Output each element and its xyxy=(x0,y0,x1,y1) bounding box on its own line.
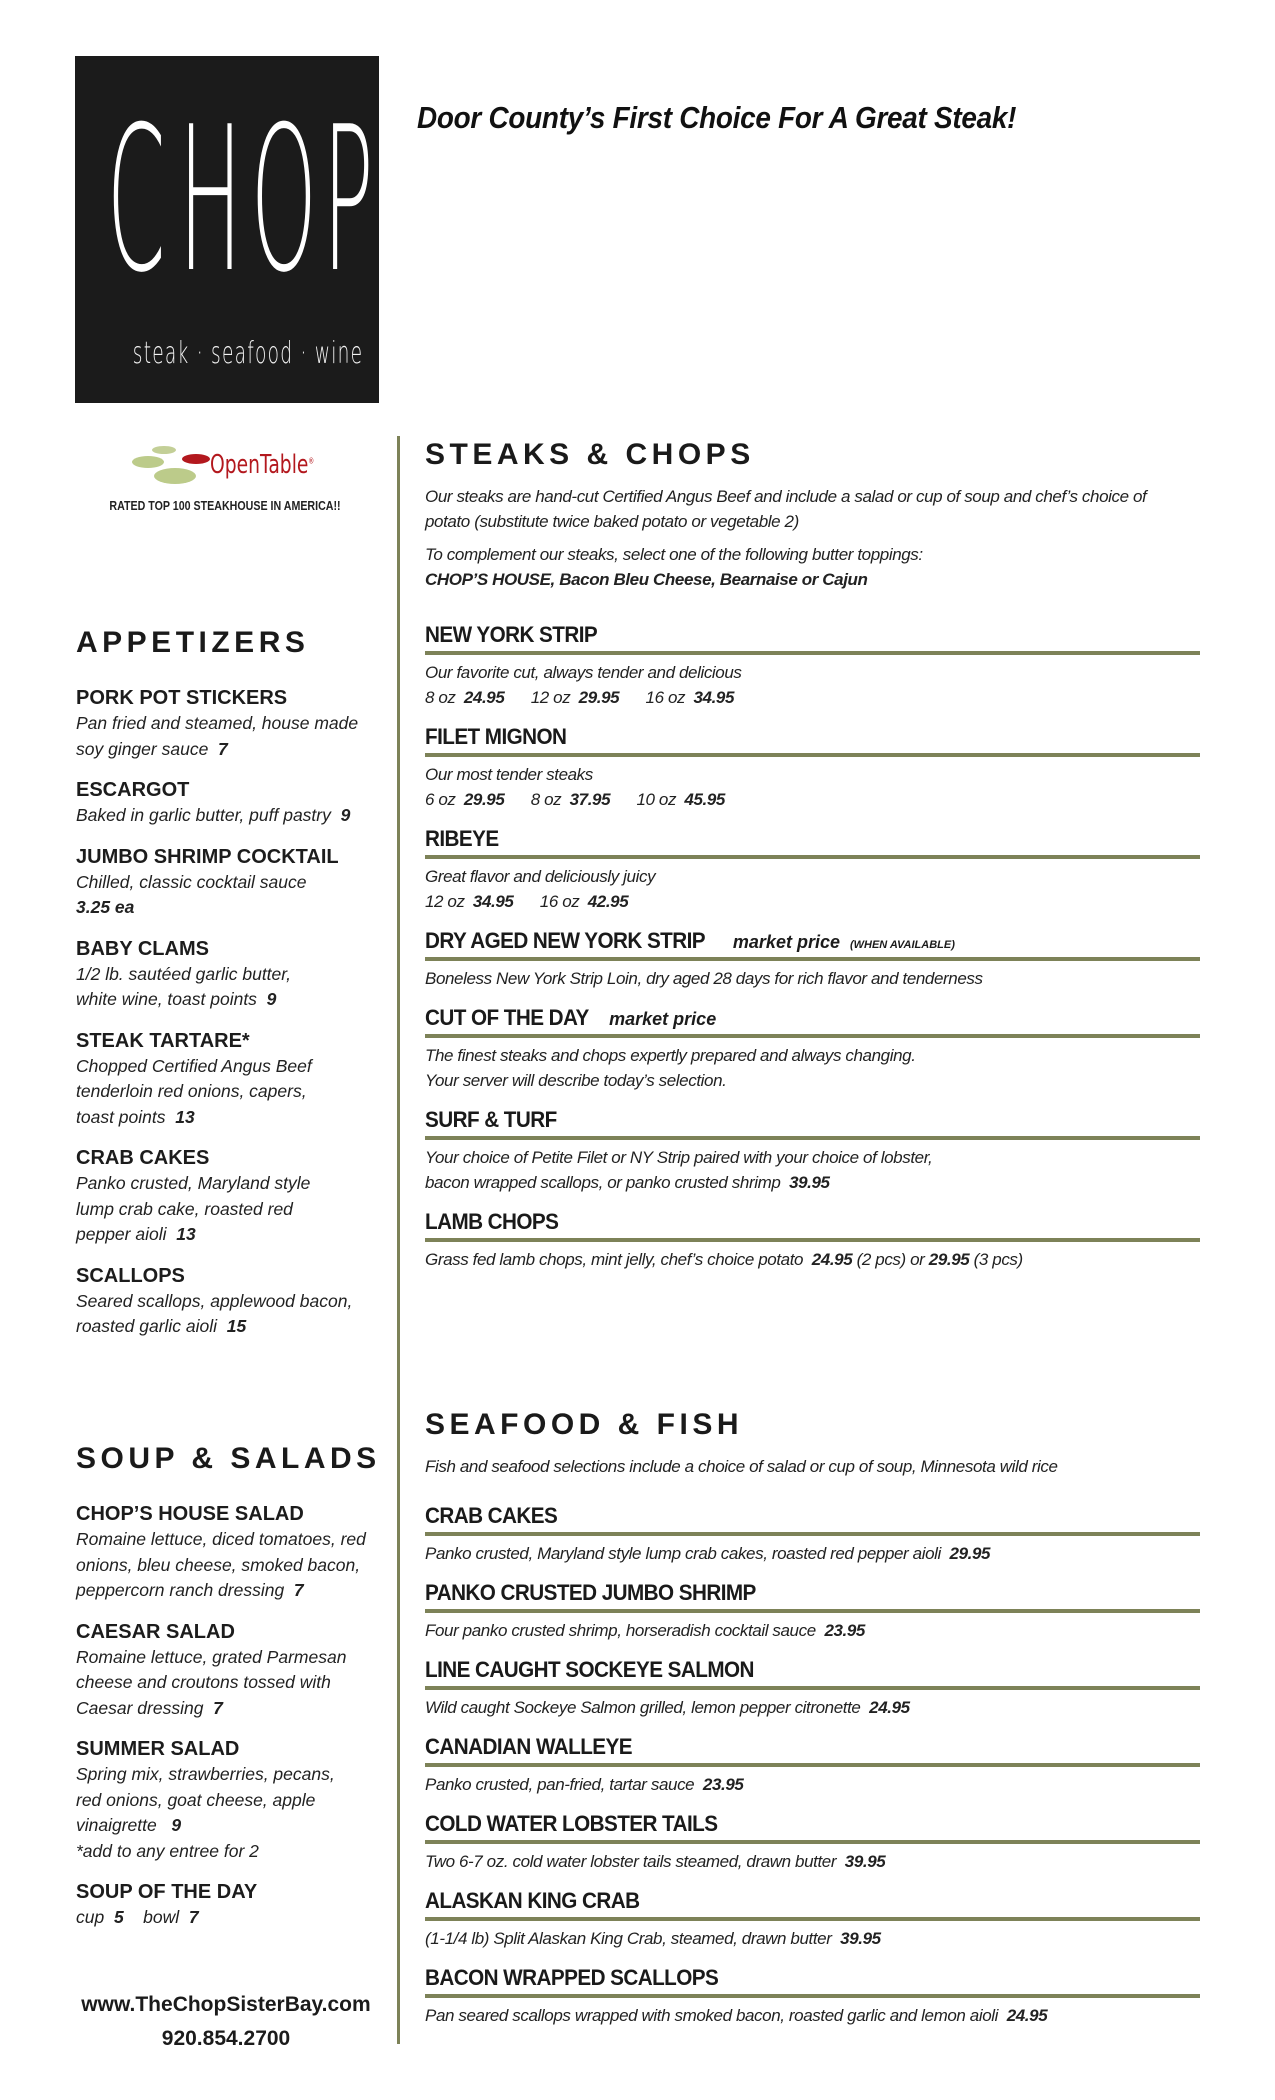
item-desc: Romaine lettuce, grated Parmesan cheese and croutons tossed with Caesar dressing 7 xyxy=(76,1646,347,1718)
opentable-dot-icon xyxy=(132,456,164,468)
item-desc: Great flavor and deliciously juicy xyxy=(425,867,656,886)
item-desc: Pan fried and steamed, house made soy ginger sauce 7 xyxy=(76,713,359,759)
logo-letter: O xyxy=(250,84,317,317)
market-price: market price xyxy=(732,932,840,952)
item-name: LAMB CHOPS xyxy=(425,1209,559,1234)
menu-item xyxy=(76,1264,376,1340)
item-price: 7 xyxy=(218,738,228,759)
item-name: PORK POT STICKERS xyxy=(76,687,288,709)
item-name: BACON WRAPPED SCALLOPS xyxy=(425,1965,719,1990)
item-desc: Chopped Certified Angus Beef tenderloin red onions, capers, toast points 13 xyxy=(76,1055,312,1127)
item-name: LINE CAUGHT SOCKEYE SALMON xyxy=(425,1657,754,1682)
item-desc: Your choice of Petite Filet or NY Strip paired with your choice of lobster, xyxy=(425,1148,933,1167)
menu-item xyxy=(425,1657,1200,1720)
menu-item xyxy=(425,1580,1200,1643)
item-price: 3.25 ea xyxy=(76,897,135,917)
item-price: 9 xyxy=(340,805,351,825)
item-desc: Pan seared scallops wrapped with smoked bacon, roasted garlic and lemon aioli 24.95 xyxy=(425,2006,1048,2025)
steaks-intro-text: Our steaks are hand-cut Certified Angus Beef and include a salad or cup of soup and chef’s choice of potato (substitute twice baked potato or vegetable 2) xyxy=(425,487,1147,531)
logo-letter: H xyxy=(178,84,242,317)
soup-salads-heading: SOUP & SALADS xyxy=(76,1442,381,1475)
item-name: SURF & TURF xyxy=(425,1107,557,1132)
steaks-heading: STEAKS & CHOPS xyxy=(425,438,755,471)
toppings-list: CHOP’S HOUSE, Bacon Bleu Cheese, Bearnaise or Cajun xyxy=(425,570,868,589)
seafood-intro xyxy=(425,1454,1200,1479)
chop-logo xyxy=(75,56,379,403)
item-desc: Boneless New York Strip Loin, dry aged 28 days for rich flavor and tenderness xyxy=(425,969,983,988)
item-name: CRAB CAKES xyxy=(76,1147,210,1169)
item-name: DRY AGED NEW YORK STRIP xyxy=(425,928,706,953)
item-desc: Panko crusted, Maryland style lump crab cakes, roasted red pepper aioli 29.95 xyxy=(425,1544,991,1563)
item-desc: Baked in garlic butter, puff pastry 9 xyxy=(76,805,351,825)
menu-item xyxy=(76,1880,386,1931)
opentable-wordmark: OpenTable® xyxy=(210,450,315,480)
seafood-intro-text: Fish and seafood selections include a choice of salad or cup of soup, Minnesota wild rice xyxy=(425,1457,1058,1476)
menu-item xyxy=(76,937,306,1013)
menu-item xyxy=(425,1005,1200,1093)
item-desc: Panko crusted, Maryland style lump crab cake, roasted red pepper aioli 13 xyxy=(76,1173,311,1244)
item-name: JUMBO SHRIMP COCKTAIL xyxy=(76,845,339,868)
item-name: CUT OF THE DAY xyxy=(425,1005,589,1030)
appetizers-list xyxy=(76,686,386,1356)
item-name: CAESAR SALAD xyxy=(76,1620,235,1643)
logo-letter: P xyxy=(322,84,374,317)
item-name: RIBEYE xyxy=(425,826,499,851)
item-name: CHOP’S HOUSE SALAD xyxy=(76,1503,304,1525)
appetizers-heading: APPETIZERS xyxy=(76,626,310,659)
menu-item xyxy=(76,1502,366,1604)
item-desc: 1/2 lb. sautéed garlic butter, white wine, toast points 9 xyxy=(76,963,291,1009)
item-sizes: 6 oz 29.95 8 oz 37.95 10 oz 45.95 xyxy=(425,790,725,809)
item-desc: Our most tender steaks xyxy=(425,765,593,784)
item-name: NEW YORK STRIP xyxy=(425,622,598,647)
rating-text: RATED TOP 100 STEAKHOUSE IN AMERICA!! xyxy=(109,498,341,513)
item-name: ALASKAN KING CRAB xyxy=(425,1888,640,1913)
menu-item xyxy=(425,1107,1200,1195)
opentable-badge xyxy=(130,446,330,488)
item-sizes: 12 oz 34.95 16 oz 42.95 xyxy=(425,892,629,911)
logo-letter: C xyxy=(106,84,166,317)
item-note: *add to any entree for 2 xyxy=(76,1840,259,1861)
item-price: 7 xyxy=(213,1697,223,1718)
item-desc: (1-1/4 lb) Split Alaskan King Crab, steamed, drawn butter 39.95 xyxy=(425,1929,881,1948)
item-desc: Four panko crusted shrimp, horseradish cocktail sauce 23.95 xyxy=(425,1621,865,1640)
menu-item xyxy=(425,622,1200,710)
seafood-list xyxy=(425,1503,1200,2042)
item-price: 13 xyxy=(176,1224,196,1244)
menu-item xyxy=(76,845,386,921)
item-desc: The finest steaks and chops expertly prepared and always changing. xyxy=(425,1046,916,1065)
website-link[interactable]: www.TheChopSisterBay.com xyxy=(81,1993,371,2016)
item-desc: Chilled, classic cocktail sauce 3.25 ea xyxy=(76,871,307,917)
phone-number[interactable]: 920.854.2700 xyxy=(161,2027,291,2050)
item-price: 9 xyxy=(266,989,277,1009)
item-price: 13 xyxy=(175,1106,195,1127)
item-desc: Romaine lettuce, diced tomatoes, red onions, bleu cheese, smoked bacon, peppercorn ranch dressing 7 xyxy=(76,1529,366,1600)
item-name: FILET MIGNON xyxy=(425,724,567,749)
item-price: 7 xyxy=(293,1580,304,1600)
menu-item xyxy=(425,724,1200,812)
logo-wordmark xyxy=(75,86,379,316)
soup-salads-list xyxy=(76,1502,386,1947)
tagline: Door County’s First Choice For A Great Steak! xyxy=(417,100,1017,135)
item-desc: cup 5 bowl 7 xyxy=(76,1907,199,1927)
item-desc: Seared scallops, applewood bacon, roasted garlic aioli 15 xyxy=(76,1290,353,1336)
item-price: 39.95 xyxy=(789,1173,830,1192)
menu-item xyxy=(425,1888,1200,1951)
logo-subtitle: steak · seafood · wine xyxy=(132,336,364,371)
item-desc-2: bacon wrapped scallops, or panko crusted shrimp 39.95 xyxy=(425,1173,830,1192)
item-desc: Spring mix, strawberries, pecans, red onions, goat cheese, apple vinaigrette 9 *add to any entree for 2 xyxy=(76,1764,335,1861)
item-name: CRAB CAKES xyxy=(425,1503,558,1528)
item-sizes: 8 oz 24.95 12 oz 29.95 16 oz 34.95 xyxy=(425,688,735,707)
item-name: SCALLOPS xyxy=(76,1264,185,1287)
item-desc: Grass fed lamb chops, mint jelly, chef’s choice potato 24.95 (2 pcs) or 29.95 (3 pcs) xyxy=(425,1250,1023,1269)
steaks-intro xyxy=(425,484,1200,592)
item-price: 15 xyxy=(226,1316,247,1336)
menu-item xyxy=(76,1029,326,1131)
item-price: 9 xyxy=(171,1815,182,1835)
opentable-dot-icon xyxy=(154,468,196,484)
item-name: CANADIAN WALLEYE xyxy=(425,1734,632,1759)
item-name: BABY CLAMS xyxy=(76,937,209,960)
menu-item xyxy=(76,778,386,829)
opentable-dot-icon xyxy=(182,454,210,464)
menu-item xyxy=(425,928,1200,991)
item-name: SOUP OF THE DAY xyxy=(76,1881,258,1903)
item-desc: Panko crusted, pan-fried, tartar sauce 23.95 xyxy=(425,1775,744,1794)
item-name: SUMMER SALAD xyxy=(76,1738,240,1760)
menu-item xyxy=(425,1734,1200,1797)
item-desc: Wild caught Sockeye Salmon grilled, lemon pepper citronette 24.95 xyxy=(425,1698,910,1717)
menu-item xyxy=(425,826,1200,914)
item-desc: Our favorite cut, always tender and delicious xyxy=(425,663,742,682)
menu-item xyxy=(76,1620,371,1722)
market-price: market price xyxy=(609,1009,717,1029)
toppings-intro: To complement our steaks, select one of the following butter toppings: xyxy=(425,545,923,564)
menu-item xyxy=(425,1209,1200,1272)
availability-note: (WHEN AVAILABLE) xyxy=(849,939,955,951)
menu-item xyxy=(425,1503,1200,1566)
item-name: ESCARGOT xyxy=(76,779,190,801)
opentable-dot-icon xyxy=(152,446,176,454)
column-divider xyxy=(397,436,400,2044)
item-desc-2: Your server will describe today’s selection. xyxy=(425,1071,727,1090)
item-name: STEAK TARTARE* xyxy=(76,1029,250,1052)
item-name: COLD WATER LOBSTER TAILS xyxy=(425,1811,718,1836)
seafood-heading: SEAFOOD & FISH xyxy=(425,1408,744,1441)
menu-item xyxy=(425,1811,1200,1874)
menu-item xyxy=(425,1965,1200,2028)
item-name: PANKO CRUSTED JUMBO SHRIMP xyxy=(425,1580,756,1605)
item-desc: Two 6-7 oz. cold water lobster tails steamed, drawn butter 39.95 xyxy=(425,1852,886,1871)
menu-item xyxy=(76,686,386,762)
menu-item xyxy=(76,1146,326,1248)
menu-item xyxy=(76,1737,356,1864)
steaks-list xyxy=(425,622,1200,1286)
